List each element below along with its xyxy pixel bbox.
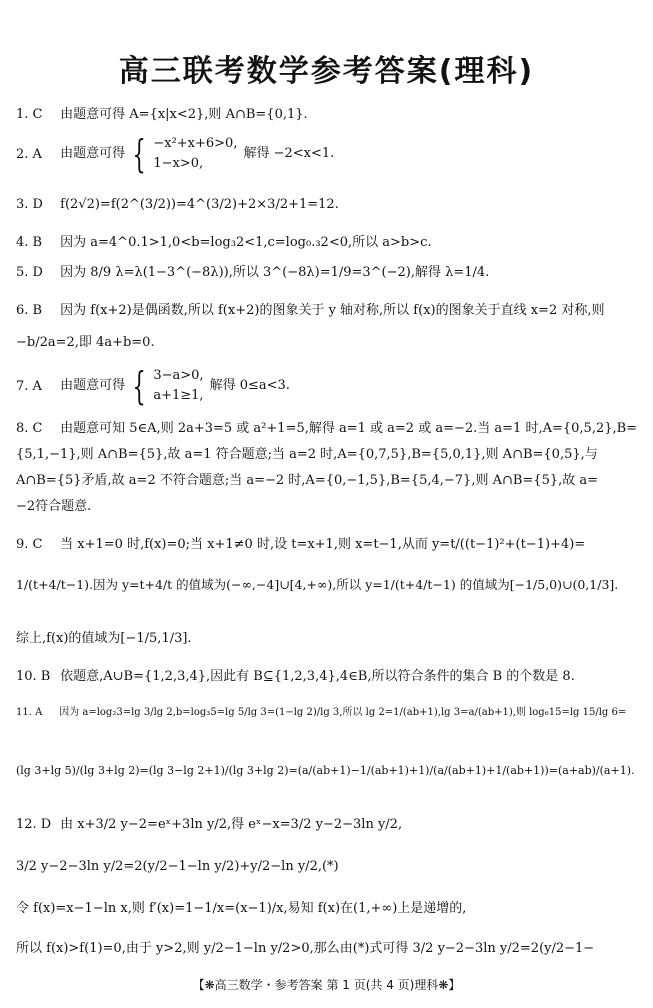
answer-8-line-4 (16, 498, 641, 516)
answer-1 (16, 106, 641, 124)
answer-lead: 由题意可得 (60, 146, 126, 161)
answer-number: 12. D (16, 817, 52, 832)
answer-5 (16, 264, 641, 282)
answer-12 (16, 816, 641, 834)
answer-line: −2符合题意. (16, 499, 92, 514)
answer-6 (16, 302, 641, 320)
answer-8-line-3 (16, 472, 641, 490)
answer-9-line-2 (16, 576, 641, 594)
answer-text: f(2√2)=f(2^(3/2))=4^(3/2)+2×3/2+1=12. (60, 197, 339, 212)
page-title: 高三联考数学参考答案(理科) (118, 54, 535, 89)
page-footer: 【❋高三数学・参考答案 第 1 页(共 4 页)理科❋】 (192, 978, 461, 992)
answer-number: 4. B (16, 235, 43, 250)
answer-line: 3/2 y−2−3ln y/2=2(y/2−1−ln y/2)+y/2−ln y/2,(*) (16, 859, 339, 874)
answer-tail: 解得 −2<x<1. (243, 146, 335, 161)
system-line: −x²+x+6>0, (153, 136, 238, 151)
system-line: 1−x>0, (153, 156, 204, 171)
brace-symbol: { (132, 132, 146, 176)
answer-number: 8. C (16, 421, 43, 436)
answer-7 (16, 366, 641, 406)
answer-line: 所以 f(x)>f(1)=0,由于 y>2,则 y/2−1−ln y/2>0,那么由(*)式可得 3/2 y−2−3ln y/2=2(y/2−1− (16, 941, 595, 956)
answer-line: 由题意可知 5∈A,则 2a+3=5 或 a²+1=5,解得 a=1 或 a=2 或 a=−2.当 a=1 时,A={0,5,2},B= (60, 421, 638, 436)
answer-line: 因为 a=log₂3=lg 3/lg 2,b=log₃5=lg 5/lg 3=(1−lg 2)/lg 3,所以 lg 2=1/(ab+1),lg 3=a/(ab+1),则 log₆15=lg 15/lg 6= (59, 707, 627, 718)
answer-3 (16, 196, 641, 214)
answer-12-line-2 (16, 858, 641, 876)
answer-number: 10. B (16, 669, 51, 684)
inequality-system (153, 366, 203, 406)
answer-number: 9. C (16, 537, 43, 552)
answer-9 (16, 536, 641, 554)
answer-8 (16, 420, 641, 438)
answer-line: 1/(t+4/t−1).因为 y=t+4/t 的值域为(−∞,−4]∪[4,+∞),所以 y=1/(t+4/t−1) 的值域为[−1/5,0)∪(0,1/3]. (16, 577, 619, 592)
answer-number: 11. A (16, 707, 43, 718)
answer-number: 2. A (16, 146, 42, 162)
answer-11-line-2 (16, 762, 641, 780)
answer-line: 由 x+3/2 y−2=eˣ+3ln y/2,得 eˣ−x=3/2 y−2−3ln y/2, (60, 817, 403, 832)
answer-tail: 解得 0≤a<3. (209, 378, 290, 393)
answer-12-line-4 (16, 940, 641, 958)
answer-line: (lg 3+lg 5)/(lg 3+lg 2)=(lg 3−lg 2+1)/(lg 3+lg 2)=(a/(ab+1)−1/(ab+1)+1)/(a/(ab+1)+1/(ab+1))=(a+ab)/(a+1). (16, 764, 635, 777)
answer-number: 6. B (16, 303, 43, 318)
answer-number: 5. D (16, 265, 43, 280)
answer-number: 3. D (16, 197, 43, 212)
answer-number: 1. C (16, 107, 43, 122)
answer-lead: 由题意可得 (60, 378, 126, 393)
answer-line: {5,1,−1},则 A∩B={5},故 a=1 符合题意;当 a=2 时,A={0,7,5},B={5,0,1},则 A∩B={0,5},与 (16, 447, 598, 462)
answer-10 (16, 668, 641, 686)
brace-symbol: { (132, 364, 146, 408)
answer-line: A∩B={5}矛盾,故 a=2 不符合题意;当 a=−2 时,A={0,−1,5},B={5,4,−7},则 A∩B={5},故 a= (16, 473, 599, 488)
system-line: 3−a>0, (153, 368, 204, 383)
answer-text: −b/2a=2,即 4a+b=0. (16, 335, 155, 350)
answer-line: 综上,f(x)的值域为[−1/5,1/3]. (16, 631, 192, 646)
inequality-system (153, 134, 237, 174)
answer-11 (16, 704, 641, 722)
answer-12-line-3 (16, 900, 641, 918)
answer-text: 因为 8/9 λ=λ(1−3^(−8λ)),所以 3^(−8λ)=1/9=3^(−2),解得 λ=1/4. (60, 265, 490, 280)
answer-9-line-3 (16, 630, 641, 648)
answer-text: 因为 f(x+2)是偶函数,所以 f(x+2)的图象关于 y 轴对称,所以 f(x)的图象关于直线 x=2 对称,则 (60, 303, 605, 318)
answer-text: 因为 a=4^0.1>1,0<b=log₃2<1,c=log₀.₃2<0,所以 a>b>c. (60, 235, 432, 250)
answer-4 (16, 234, 641, 252)
answer-text: 由题意可得 A={x|x<2},则 A∩B={0,1}. (60, 107, 308, 122)
answer-number: 7. A (16, 378, 42, 394)
answer-2 (16, 134, 641, 174)
answer-text: 依题意,A∪B={1,2,3,4},因此有 B⊆{1,2,3,4},4∈B,所以符合条件的集合 B 的个数是 8. (60, 669, 575, 684)
answer-line: 令 f(x)=x−1−ln x,则 f′(x)=1−1/x=(x−1)/x,易知 f(x)在(1,+∞)上是递增的, (16, 901, 467, 916)
system-line: a+1≥1, (153, 388, 204, 403)
answer-line: 当 x+1=0 时,f(x)=0;当 x+1≠0 时,设 t=x+1,则 x=t−1,从而 y=t/((t−1)²+(t−1)+4)= (60, 537, 586, 552)
answer-6-continued (16, 334, 641, 352)
answer-8-line-2 (16, 446, 641, 464)
